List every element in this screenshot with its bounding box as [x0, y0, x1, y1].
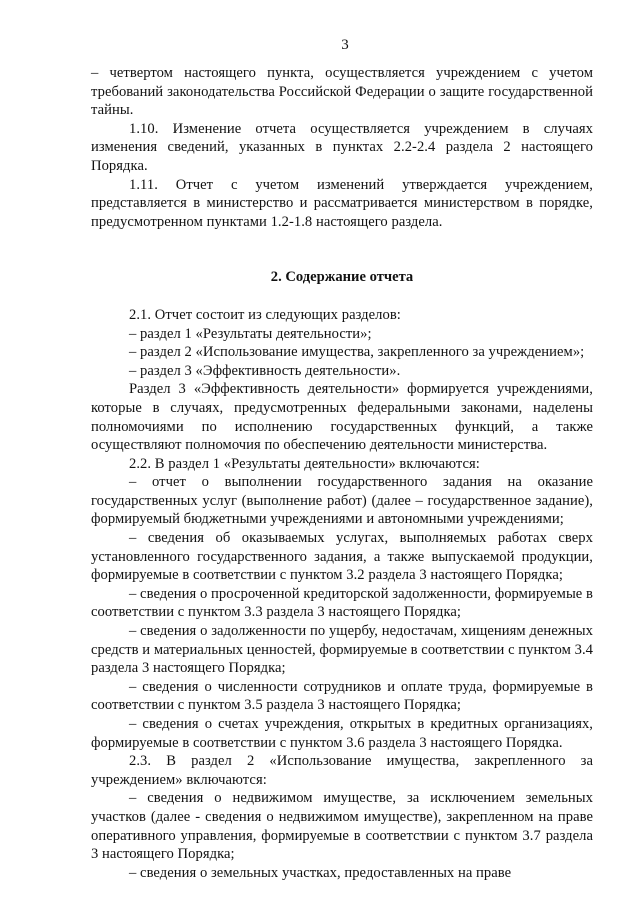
paragraph-1-10: 1.10. Изменение отчета осуществляется учреждением в случаях изменения сведений, указанных в пунктах 2.2-2.4 раздела 2 настоящего Порядка.: [91, 120, 593, 174]
list-item-section-1: – раздел 1 «Результаты деятельности»;: [129, 325, 372, 342]
paragraph-2-1: 2.1. Отчет состоит из следующих разделов:: [129, 306, 401, 323]
list-item-staff: – сведения о численности сотрудников и оплате труда, формируемые в соответствии с пунктом 3.5 раздела 3 настоящего Порядка;: [91, 678, 593, 714]
list-item-real-estate: – сведения о недвижимом имуществе, за исключением земельных участков (далее - сведения о недвижимом имуществе), закрепленном на праве оперативного управления, формируемые в соответствии с пунктом 3.7 раздела 3 настоящего Порядка;: [91, 790, 593, 863]
list-item-overdue-debt: – сведения о просроченной кредиторской задолженности, формируемые в соответствии с пунктом 3.3 раздела 3 настоящего Порядка;: [91, 585, 593, 621]
list-item-section-2: – раздел 2 «Использование имущества, закрепленного за учреждением»;: [129, 344, 585, 361]
list-item-damage-debt: – сведения о задолженности по ущербу, недостачам, хищениям денежных средств и материальных ценностей, формируемые в соответствии с пунктом 3.4 раздела 3 настоящего Порядка;: [91, 623, 593, 677]
page-number: 3: [341, 37, 349, 53]
paragraph-2-2: 2.2. В раздел 1 «Результаты деятельности» включаются:: [129, 455, 480, 472]
section-title: 2. Содержание отчета: [270, 269, 414, 286]
paragraph-2-3: 2.3. В раздел 2 «Использование имущества, закрепленного за учреждением» включаются:: [91, 753, 593, 788]
paragraph-section-3-note: Раздел 3 «Эффективность деятельности» формируется учреждениями, которые в случаях, предусмотренных федеральными законами, наделены полномочиями по исполнению государственных функций, а также осуществляют полномочия по обеспечению деятельности министерства.: [91, 381, 593, 454]
list-item-state-task: – отчет о выполнении государственного задания на оказание государственных услуг (выполнение работ) (далее – государственное задание), формируемый бюджетными учреждениями и автономными учреждениями;: [91, 474, 593, 528]
section-spacer: [91, 231, 593, 268]
paragraph-continuation: – четвертом настоящего пункта, осуществляется учреждением с учетом требований законодательства Российской Федерации о защите государственной тайны.: [91, 65, 593, 119]
list-item-land-plots: – сведения о земельных участках, предоставленных на праве: [129, 864, 512, 881]
paragraph-1-11: 1.11. Отчет с учетом изменений утверждается учреждением, представляется в министерство и рассматривается министерством в порядке, предусмотренном пунктами 1.2-1.8 настоящего раздела.: [91, 176, 593, 230]
list-item-section-3: – раздел 3 «Эффективность деятельности».: [129, 362, 401, 379]
list-item-accounts: – сведения о счетах учреждения, открытых в кредитных организациях, формируемые в соответствии с пунктом 3.6 раздела 3 настоящего Порядка.: [91, 716, 593, 751]
list-item-services: – сведения об оказываемых услугах, выполняемых работах сверх установленного государственного задания, а также выпускаемой продукции, формируемые в соответствии с пунктом 3.2 раздела 3 настоящего Порядка;: [91, 530, 593, 584]
